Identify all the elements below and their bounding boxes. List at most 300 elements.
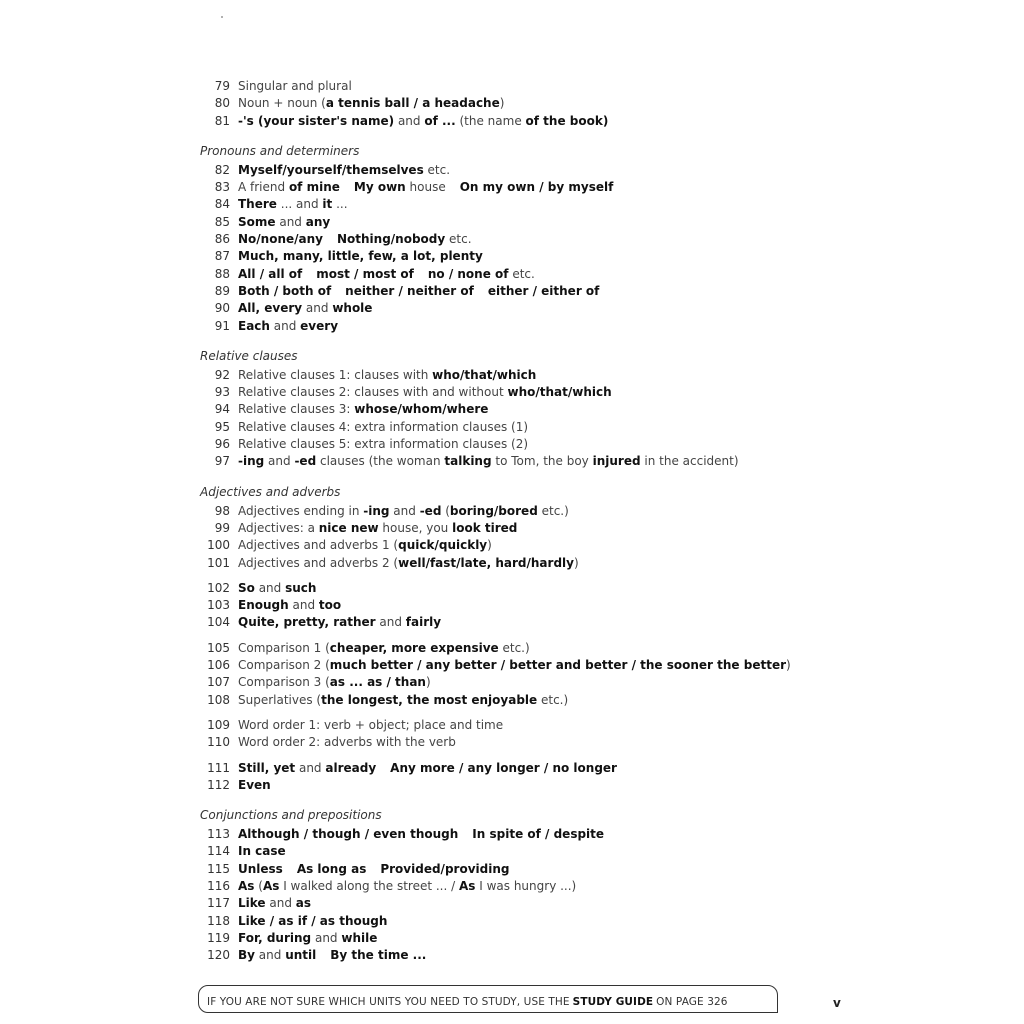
bold-text: already — [325, 760, 377, 775]
bold-text: well/fast/late, hard/hardly — [398, 555, 574, 570]
bold-text: talking — [444, 454, 492, 469]
plain-text: ) — [425, 675, 431, 690]
unit-number: 107 — [207, 675, 230, 690]
unit-row — [200, 113, 800, 130]
unit-row — [200, 913, 800, 930]
unit-title — [238, 826, 604, 843]
plain-text: Relative clauses 3: — [238, 402, 355, 417]
plain-text: Relative clauses 5: extra information clauses (2) — [238, 437, 529, 452]
plain-text: and — [302, 301, 333, 316]
unit-title — [238, 179, 613, 196]
bold-text: As — [458, 878, 476, 893]
plain-text: Noun + noun ( — [238, 96, 326, 111]
plain-text: Comparison 2 ( — [238, 658, 330, 673]
plain-text: and — [275, 214, 306, 229]
unit-title — [238, 555, 579, 572]
spacer — [200, 752, 800, 760]
unit-title — [238, 436, 528, 453]
unit-row — [200, 537, 800, 554]
unit-title — [238, 861, 509, 878]
section-heading: Conjunctions and prepositions — [200, 808, 382, 823]
unit-title-part — [238, 896, 311, 910]
bold-text: -'s (your sister's name) — [238, 113, 395, 128]
unit-row — [200, 895, 800, 912]
unit-title-part — [238, 948, 316, 962]
bold-text: -ed — [294, 454, 317, 469]
plain-text: to Tom, the boy — [491, 454, 593, 469]
unit-title-part — [345, 284, 474, 298]
unit-title — [238, 734, 456, 751]
plain-text: and — [264, 454, 295, 469]
unit-title-part — [337, 232, 472, 246]
bold-text: -ing — [238, 454, 265, 469]
unit-number: 103 — [207, 598, 230, 613]
unit-title — [238, 318, 338, 335]
unit-row — [200, 640, 800, 657]
bold-text: Enough — [238, 598, 289, 613]
note-text: IF YOU ARE NOT SURE WHICH UNITS YOU NEED TO STUDY, USE THE — [207, 996, 570, 1008]
unit-row — [200, 162, 800, 179]
bold-text: Even — [238, 777, 271, 792]
unit-row — [200, 614, 800, 631]
section — [200, 144, 800, 335]
unit-row — [200, 843, 800, 860]
plain-text: and — [389, 503, 420, 518]
plain-text: and — [311, 930, 342, 945]
unit-title-part — [238, 215, 330, 229]
spacer — [200, 709, 800, 717]
bold-text: Still, yet — [238, 760, 296, 775]
unit-title-part — [238, 718, 503, 732]
bold-text: So — [238, 580, 255, 595]
bold-text: All, every — [238, 301, 303, 316]
unit-title-part — [238, 675, 431, 689]
bold-text: Quite, pretty, rather — [238, 615, 376, 630]
bold-text: In spite of / despite — [472, 827, 605, 842]
bold-text: Each — [238, 318, 270, 333]
unit-title-part — [238, 163, 450, 177]
bold-text: who/that/which — [507, 385, 612, 400]
bold-text: the longest, the most enjoyable — [321, 692, 538, 707]
unit-title — [238, 401, 488, 418]
unit-row — [200, 384, 800, 401]
unit-number: 97 — [214, 454, 230, 469]
plain-text: and — [269, 318, 301, 333]
plain-text: (the name — [455, 113, 526, 128]
unit-number: 113 — [207, 827, 230, 842]
unit-row — [200, 95, 800, 112]
unit-number: 89 — [214, 283, 230, 298]
unit-title-part — [238, 615, 441, 629]
unit-number: 106 — [207, 658, 230, 673]
bold-text: -ed — [419, 503, 442, 518]
unit-number: 119 — [207, 930, 230, 945]
bold-text: fairly — [405, 615, 442, 630]
unit-row — [200, 179, 800, 196]
bold-text: All / all of — [238, 266, 303, 281]
unit-title — [238, 692, 568, 709]
plain-text: Comparison 1 ( — [238, 640, 330, 655]
unit-title — [238, 777, 271, 794]
plain-text: etc.) — [537, 503, 569, 518]
unit-number: 90 — [214, 301, 230, 316]
unit-row — [200, 78, 800, 95]
unit-row — [200, 283, 800, 300]
unit-title-part — [390, 761, 617, 775]
unit-title-part — [238, 437, 528, 451]
bold-text: As — [262, 878, 280, 893]
bold-text: whole — [332, 301, 373, 316]
bold-text: There — [238, 197, 277, 212]
bold-text: Provided/providing — [380, 861, 510, 876]
unit-title-part — [488, 284, 600, 298]
section — [200, 808, 800, 964]
plain-text: Adjectives ending in — [238, 503, 364, 518]
bold-text: By — [238, 948, 255, 963]
bold-text: As — [238, 878, 255, 893]
plain-text: and — [254, 580, 286, 595]
unit-row — [200, 674, 800, 691]
unit-number: 108 — [207, 692, 230, 707]
plain-text: A friend — [238, 180, 289, 195]
unit-number: 79 — [214, 79, 230, 93]
unit-row — [200, 930, 800, 947]
unit-number: 104 — [207, 615, 230, 630]
unit-row — [200, 878, 800, 895]
bold-text: No/none/any — [238, 232, 323, 247]
unit-title-part — [238, 232, 323, 246]
unit-number: 96 — [214, 437, 230, 452]
bold-text: Both / both of — [238, 283, 332, 298]
section — [200, 485, 800, 794]
unit-title-part — [238, 844, 286, 858]
plain-text: clauses (the woman — [316, 454, 445, 469]
unit-title — [238, 520, 517, 537]
unit-row — [200, 436, 800, 453]
plain-text: ... — [332, 197, 348, 212]
unit-title-part — [238, 862, 283, 876]
bold-text: too — [318, 598, 342, 613]
plain-text: and — [295, 760, 326, 775]
note-study-guide: STUDY GUIDE — [572, 996, 654, 1008]
unit-number: 114 — [207, 844, 230, 859]
unit-number: 88 — [214, 266, 230, 281]
unit-title — [238, 113, 608, 130]
unit-row — [200, 266, 800, 283]
unit-row — [200, 555, 800, 572]
unit-title — [238, 657, 791, 674]
unit-row — [200, 760, 800, 777]
bold-text: boring/bored — [449, 503, 538, 518]
unit-row — [200, 419, 800, 436]
unit-row — [200, 717, 800, 734]
unit-title — [238, 640, 530, 657]
unit-title — [238, 384, 612, 401]
bold-text: Nothing/nobody — [336, 232, 446, 247]
plain-text: ) — [487, 538, 492, 553]
bold-text: of mine — [288, 180, 340, 195]
unit-number: 87 — [214, 249, 230, 264]
plain-text: in the accident) — [640, 454, 739, 469]
bold-text: whose/whom/where — [354, 402, 489, 417]
bold-text: either / either of — [487, 283, 600, 298]
unit-row — [200, 520, 800, 537]
unit-title-part — [460, 180, 614, 194]
unit-number: 84 — [214, 197, 230, 212]
note-page: ON PAGE 326 — [656, 996, 728, 1008]
unit-title — [238, 78, 352, 95]
unit-title — [238, 300, 372, 317]
unit-number: 120 — [207, 948, 230, 963]
bold-text: much better / any better / better and better / the sooner the better — [329, 658, 787, 673]
bold-text: As long as — [296, 861, 367, 876]
plain-text: etc.) — [498, 640, 530, 655]
unit-title-part — [238, 914, 387, 928]
unit-title-part — [238, 931, 377, 945]
bold-text: Some — [238, 214, 276, 229]
unit-row — [200, 401, 800, 418]
unit-row — [200, 777, 800, 794]
unit-row — [200, 657, 800, 674]
plain-text: I was hungry ...) — [475, 878, 577, 893]
unit-row — [200, 453, 800, 470]
unit-title-part — [238, 114, 608, 128]
plain-text: house — [405, 180, 446, 195]
unit-title-part — [238, 778, 271, 792]
unit-number: 82 — [214, 162, 230, 177]
unit-row — [200, 734, 800, 751]
unit-title — [238, 913, 387, 930]
bold-text: In case — [238, 844, 286, 859]
plain-text: and — [288, 598, 319, 613]
unit-title-part — [238, 385, 612, 399]
unit-title-part — [238, 197, 348, 211]
unit-row — [200, 231, 800, 248]
unit-title-part — [238, 368, 536, 382]
unit-title-part — [238, 420, 528, 434]
unit-row — [200, 248, 800, 265]
unit-row — [200, 318, 800, 335]
unit-title-part — [238, 319, 338, 333]
unit-title-part — [238, 598, 341, 612]
unit-number: 93 — [214, 385, 230, 400]
unit-title — [238, 537, 492, 554]
bold-text: Although / though / even though — [238, 827, 459, 842]
spacer — [200, 572, 800, 580]
unit-title — [238, 367, 536, 384]
unit-number: 117 — [207, 896, 230, 911]
unit-number: 91 — [214, 318, 230, 333]
unit-number: 85 — [214, 214, 230, 229]
bold-text: such — [285, 580, 317, 595]
plain-text: and — [265, 896, 296, 911]
page-number: v — [833, 996, 841, 1010]
unit-title-part — [238, 827, 458, 841]
plain-text: Adjectives and adverbs 1 ( — [238, 538, 399, 553]
plain-text: Word order 2: adverbs with the verb — [238, 735, 456, 750]
bold-text: most / most of — [316, 266, 414, 281]
plain-text: ( — [254, 878, 263, 893]
unit-number: 118 — [207, 913, 230, 928]
unit-row — [200, 597, 800, 614]
plain-text: ) — [573, 555, 579, 570]
plain-text: house, you — [378, 520, 453, 535]
bold-text: as — [295, 896, 312, 911]
plain-text: ) — [499, 96, 505, 111]
unit-title — [238, 248, 483, 265]
unit-number: 81 — [214, 113, 230, 128]
unit-row — [200, 214, 800, 231]
unit-title — [238, 760, 617, 777]
unit-row — [200, 196, 800, 213]
plain-text: Adjectives and adverbs 2 ( — [238, 555, 399, 570]
unit-title — [238, 717, 503, 734]
unit-row — [200, 692, 800, 709]
plain-text: ) — [786, 658, 791, 673]
section-heading: Adjectives and adverbs — [200, 484, 341, 499]
unit-title — [238, 419, 528, 436]
plain-text: and — [394, 113, 425, 128]
bold-text: -ing — [363, 503, 390, 518]
unit-title — [238, 196, 348, 213]
unit-number: 83 — [214, 180, 230, 195]
contents-list — [200, 78, 800, 964]
unit-title-part — [238, 581, 316, 595]
unit-title-part — [316, 267, 414, 281]
unit-title — [238, 231, 472, 248]
bold-text: nice new — [318, 520, 379, 535]
unit-number: 111 — [207, 760, 230, 775]
bold-text: any — [305, 214, 331, 229]
unit-row — [200, 826, 800, 843]
unit-row — [200, 503, 800, 520]
bold-text: it — [322, 197, 333, 212]
bold-text: For, during — [238, 930, 312, 945]
unit-title-part — [297, 862, 367, 876]
bold-text: a tennis ball / a headache — [325, 96, 500, 111]
bold-text: Much, many, little, few, a lot, plenty — [238, 249, 483, 264]
unit-title-part — [238, 693, 568, 707]
unit-row — [200, 300, 800, 317]
bold-text: On my own / by myself — [459, 180, 614, 195]
study-guide-note — [198, 985, 778, 1013]
unit-title-part — [238, 735, 456, 749]
bold-text: as ... as / than — [329, 675, 426, 690]
unit-number: 115 — [207, 861, 230, 876]
unit-title — [238, 597, 341, 614]
plain-text: and — [254, 948, 286, 963]
plain-text: etc.) — [537, 692, 569, 707]
unit-number: 112 — [207, 777, 230, 792]
unit-title-part — [238, 96, 504, 110]
plain-text: Adjectives: a — [238, 520, 319, 535]
plain-text: Word order 1: verb + object; place and time — [238, 717, 504, 732]
unit-row — [200, 947, 800, 964]
unit-row — [200, 367, 800, 384]
unit-title-part — [330, 948, 426, 962]
unit-title — [238, 614, 441, 631]
plain-text: ( — [441, 503, 450, 518]
unit-title — [238, 162, 450, 179]
unit-number: 98 — [214, 503, 230, 518]
unit-title — [238, 843, 286, 860]
unit-title-part — [238, 79, 352, 93]
unit-title-part — [238, 454, 739, 468]
unit-title-part — [238, 879, 576, 893]
unit-title-part — [238, 249, 483, 263]
unit-number: 105 — [207, 640, 230, 655]
bold-text: injured — [592, 454, 641, 469]
unit-number: 86 — [214, 232, 230, 247]
bold-text: quick/quickly — [398, 538, 488, 553]
unit-number: 99 — [214, 520, 230, 535]
bold-text: until — [285, 948, 317, 963]
plain-text: Superlatives ( — [238, 692, 322, 707]
unit-title — [238, 930, 377, 947]
bold-text: no / none of — [427, 266, 509, 281]
plain-text: Comparison 3 ( — [238, 675, 330, 690]
bold-text: while — [341, 930, 378, 945]
bold-text: Like — [238, 896, 266, 911]
bold-text: Unless — [238, 861, 283, 876]
unit-number: 109 — [207, 717, 230, 732]
unit-title-part — [238, 180, 340, 194]
unit-title — [238, 674, 431, 691]
unit-title-part — [380, 862, 509, 876]
unit-title-part — [238, 521, 517, 535]
unit-title-part — [238, 658, 791, 672]
unit-title-part — [238, 538, 492, 552]
unit-title-part — [472, 827, 604, 841]
unit-number: 92 — [214, 367, 230, 382]
bold-text: By the time ... — [330, 948, 427, 963]
bold-text: neither / neither of — [345, 283, 474, 298]
unit-title-part — [238, 641, 530, 655]
plain-text: etc. — [423, 162, 451, 177]
unit-title-part — [238, 301, 372, 315]
unit-title — [238, 947, 426, 964]
unit-title — [238, 895, 311, 912]
unit-number: 100 — [207, 538, 230, 553]
page-speck — [221, 16, 223, 18]
unit-title-part — [238, 267, 302, 281]
bold-text: Like / as if / as though — [238, 913, 388, 928]
unit-number: 101 — [207, 555, 230, 570]
plain-text: etc. — [508, 266, 535, 281]
bold-text: every — [300, 318, 339, 333]
unit-title — [238, 95, 504, 112]
unit-number: 95 — [214, 419, 230, 434]
bold-text: My own — [353, 180, 406, 195]
plain-text: Relative clauses 2: clauses with and without — [238, 385, 508, 400]
section — [200, 78, 800, 130]
unit-row — [200, 861, 800, 878]
unit-number: 110 — [207, 735, 230, 750]
section-heading: Pronouns and determiners — [200, 143, 360, 158]
unit-title — [238, 878, 576, 895]
unit-title — [238, 214, 330, 231]
unit-title — [238, 453, 739, 470]
unit-title-part — [238, 761, 376, 775]
bold-text: of ... — [424, 113, 456, 128]
section — [200, 349, 800, 471]
unit-title-part — [238, 504, 569, 518]
unit-title-part — [238, 284, 331, 298]
plain-text: Relative clauses 1: clauses with — [238, 367, 433, 382]
plain-text: and — [375, 615, 406, 630]
bold-text: cheaper, more expensive — [329, 640, 499, 655]
unit-number: 80 — [214, 96, 230, 111]
